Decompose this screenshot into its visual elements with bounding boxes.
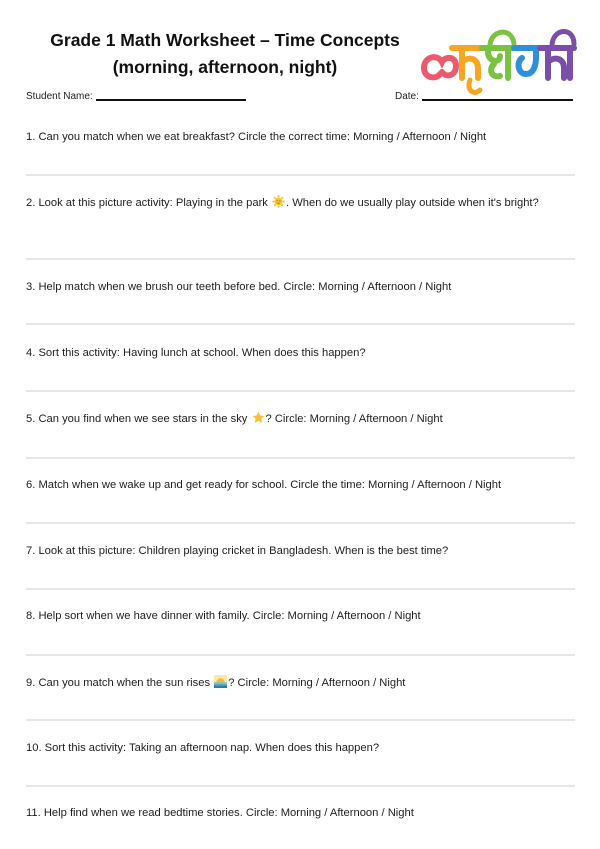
title-line-2: (morning, afternoon, night) xyxy=(112,57,338,77)
question-text: 3. Help match when we brush our teeth before bed. Circle: Morning / Afternoon / Night xyxy=(26,281,452,293)
question-3 xyxy=(26,278,576,296)
student-name-label: Student Name: xyxy=(26,91,93,102)
question-text-continued: . When do we usually play outside when it's bright? xyxy=(286,197,539,209)
anushiloni-logo xyxy=(418,22,578,100)
question-text: 5. Can you find when we see stars in the sky xyxy=(26,413,251,425)
worksheet-title xyxy=(20,27,430,81)
question-text: 6. Match when we wake up and get ready for school. Circle the time: Morning / Afternoon / Night xyxy=(26,479,502,491)
answer-line-3 xyxy=(26,323,575,325)
question-10 xyxy=(26,739,576,757)
question-text: 4. Sort this activity: Having lunch at school. When does this happen? xyxy=(26,347,366,359)
answer-line-6 xyxy=(26,522,575,524)
answer-line-7 xyxy=(26,588,575,590)
question-text: 9. Can you match when the sun rises xyxy=(26,677,214,689)
question-text-continued: ? Circle: Morning / Afternoon / Night xyxy=(228,677,406,689)
question-4 xyxy=(26,344,576,362)
date-label: Date: xyxy=(395,91,419,102)
student-name-blank-line[interactable] xyxy=(96,99,246,101)
question-text: 7. Look at this picture: Children playing cricket in Bangladesh. When is the best time? xyxy=(26,545,449,557)
question-text: 2. Look at this picture activity: Playing in the park xyxy=(26,197,272,209)
question-5 xyxy=(26,410,576,428)
sun-with-face-icon xyxy=(272,195,285,208)
date-field[interactable] xyxy=(395,91,573,102)
question-text: 8. Help sort when we have dinner with family. Circle: Morning / Afternoon / Night xyxy=(26,610,421,622)
question-11 xyxy=(26,804,576,822)
question-text-continued: ? Circle: Morning / Afternoon / Night xyxy=(265,413,443,425)
question-text: 10. Sort this activity: Taking an afternoon nap. When does this happen? xyxy=(26,742,380,754)
answer-line-5 xyxy=(26,457,575,459)
answer-line-9 xyxy=(26,719,575,721)
answer-line-8 xyxy=(26,654,575,656)
question-7 xyxy=(26,542,576,560)
sunrise-icon xyxy=(214,675,227,688)
answer-line-1 xyxy=(26,174,575,176)
question-9 xyxy=(26,674,576,692)
question-text: 11. Help find when we read bedtime stories. Circle: Morning / Afternoon / Night xyxy=(26,807,414,819)
answer-line-4 xyxy=(26,390,575,392)
star-icon xyxy=(252,411,265,424)
title-line-1: Grade 1 Math Worksheet – Time Concepts xyxy=(50,30,400,50)
question-1 xyxy=(26,128,576,146)
answer-line-10 xyxy=(26,785,575,787)
question-text: 1. Can you match when we eat breakfast? Circle the correct time: Morning / Afternoon / Night xyxy=(26,131,487,143)
answer-line-2 xyxy=(26,258,575,260)
question-6 xyxy=(26,476,576,494)
question-2 xyxy=(26,194,576,212)
date-blank-line[interactable] xyxy=(422,99,573,101)
student-name-field[interactable] xyxy=(26,91,246,102)
question-8 xyxy=(26,607,576,625)
